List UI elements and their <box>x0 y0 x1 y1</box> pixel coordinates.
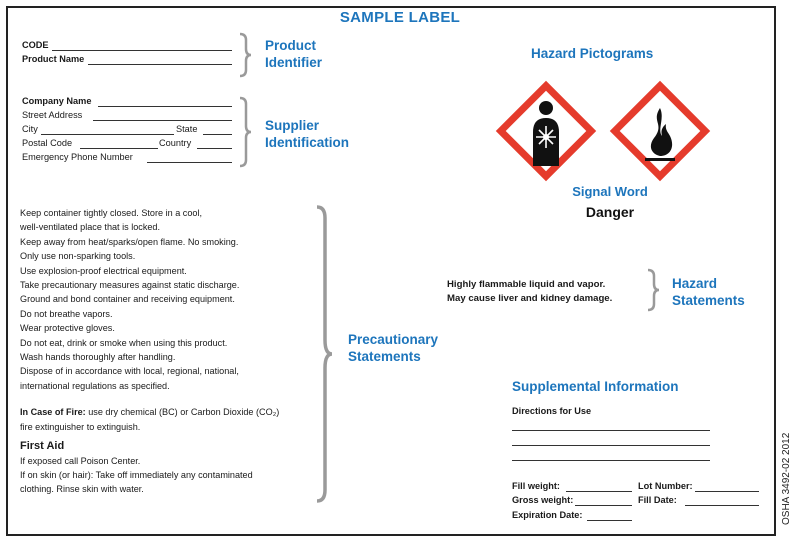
code-field-label: CODE <box>22 40 49 50</box>
precautionary-statements-brace <box>313 204 335 504</box>
gross-weight-label: Gross weight: <box>512 495 574 505</box>
supplier-identification-brace <box>237 96 253 168</box>
hazard-statements-text: Highly flammable liquid and vapor. May cause liver and kidney damage. <box>447 279 613 304</box>
signal-word-value: Danger <box>585 204 635 220</box>
label-title: SAMPLE LABEL <box>0 9 800 26</box>
health-hazard-icon <box>493 78 599 184</box>
emergency-phone-field-line[interactable] <box>147 162 232 163</box>
gross-weight-line[interactable] <box>575 505 632 506</box>
country-field-line[interactable] <box>197 148 232 149</box>
postal-code-field-label: Postal Code <box>22 138 73 148</box>
supplemental-information-heading: Supplemental Information <box>512 379 679 394</box>
expiration-date-line[interactable] <box>587 520 632 521</box>
street-address-field-label: Street Address <box>22 110 83 120</box>
state-field-line[interactable] <box>203 134 232 135</box>
expiration-date-label: Expiration Date: <box>512 510 583 520</box>
lot-number-label: Lot Number: <box>638 481 693 491</box>
product-identifier-brace <box>237 32 253 78</box>
street-address-field-line[interactable] <box>93 120 232 121</box>
flame-icon <box>607 78 713 184</box>
city-field-label: City <box>22 124 38 134</box>
precautionary-statements-heading: Precautionary Statements <box>348 332 439 364</box>
state-field-label: State <box>176 124 198 134</box>
product-name-field-label: Product Name <box>22 54 85 64</box>
fill-date-label: Fill Date: <box>638 495 677 505</box>
company-name-field-line[interactable] <box>98 106 232 107</box>
directions-line-2[interactable] <box>512 445 710 446</box>
directions-line-1[interactable] <box>512 430 710 431</box>
fill-weight-label: Fill weight: <box>512 481 560 491</box>
supplier-identification-heading: Supplier Identification <box>265 118 349 150</box>
fill-date-line[interactable] <box>685 505 759 506</box>
hazard-statements-heading: Hazard Statements <box>672 276 745 308</box>
city-field-line[interactable] <box>41 134 174 135</box>
directions-line-3[interactable] <box>512 460 710 461</box>
company-name-field-label: Company Name <box>22 96 92 106</box>
fill-weight-line[interactable] <box>566 491 632 492</box>
precautionary-statements-text: Keep container tightly closed. Store in a cool, well-ventilated place that is locked. Keep away from heat/sparks/open flame. No smoking. Only use non-sparking tools. Use explosion-proof electrical equipment. Take precautionary measures against static discharge. Ground and bond container and receiving equipment. Do not breathe vapors. Wear protective gloves. Do not eat, drink or smoke when using this product. Wash hands thoroughly after handling. Dispose of in accordance with local, regional, national, international regulations as specified. In Case of Fire: use dry chemical (BC) or Carbon Dioxide (CO₂) fire extinguisher to extinguish. First Aid If exposed call Poison Center. If on skin (or hair): Take off immediately any contaminated clothing. Rinse skin with water. <box>20 206 320 497</box>
directions-for-use-label: Directions for Use <box>512 406 592 416</box>
country-field-label: Country <box>159 138 192 148</box>
lot-number-line[interactable] <box>695 491 759 492</box>
osha-code: OSHA 3492-02 2012 <box>781 432 792 525</box>
product-name-field-line[interactable] <box>88 64 232 65</box>
signal-word-heading: Signal Word <box>572 184 648 199</box>
product-identifier-heading: Product Identifier <box>265 38 323 70</box>
first-aid-heading: First Aid <box>20 440 65 453</box>
code-field-line[interactable] <box>52 50 232 51</box>
emergency-phone-field-label: Emergency Phone Number <box>22 152 133 162</box>
in-case-of-fire-text: In Case of Fire: use dry chemical (BC) or Carbon Dioxide (CO₂) <box>20 407 280 418</box>
hazard-statements-brace <box>645 268 661 312</box>
hazard-pictograms-heading: Hazard Pictograms <box>531 46 654 61</box>
postal-code-field-line[interactable] <box>80 148 158 149</box>
